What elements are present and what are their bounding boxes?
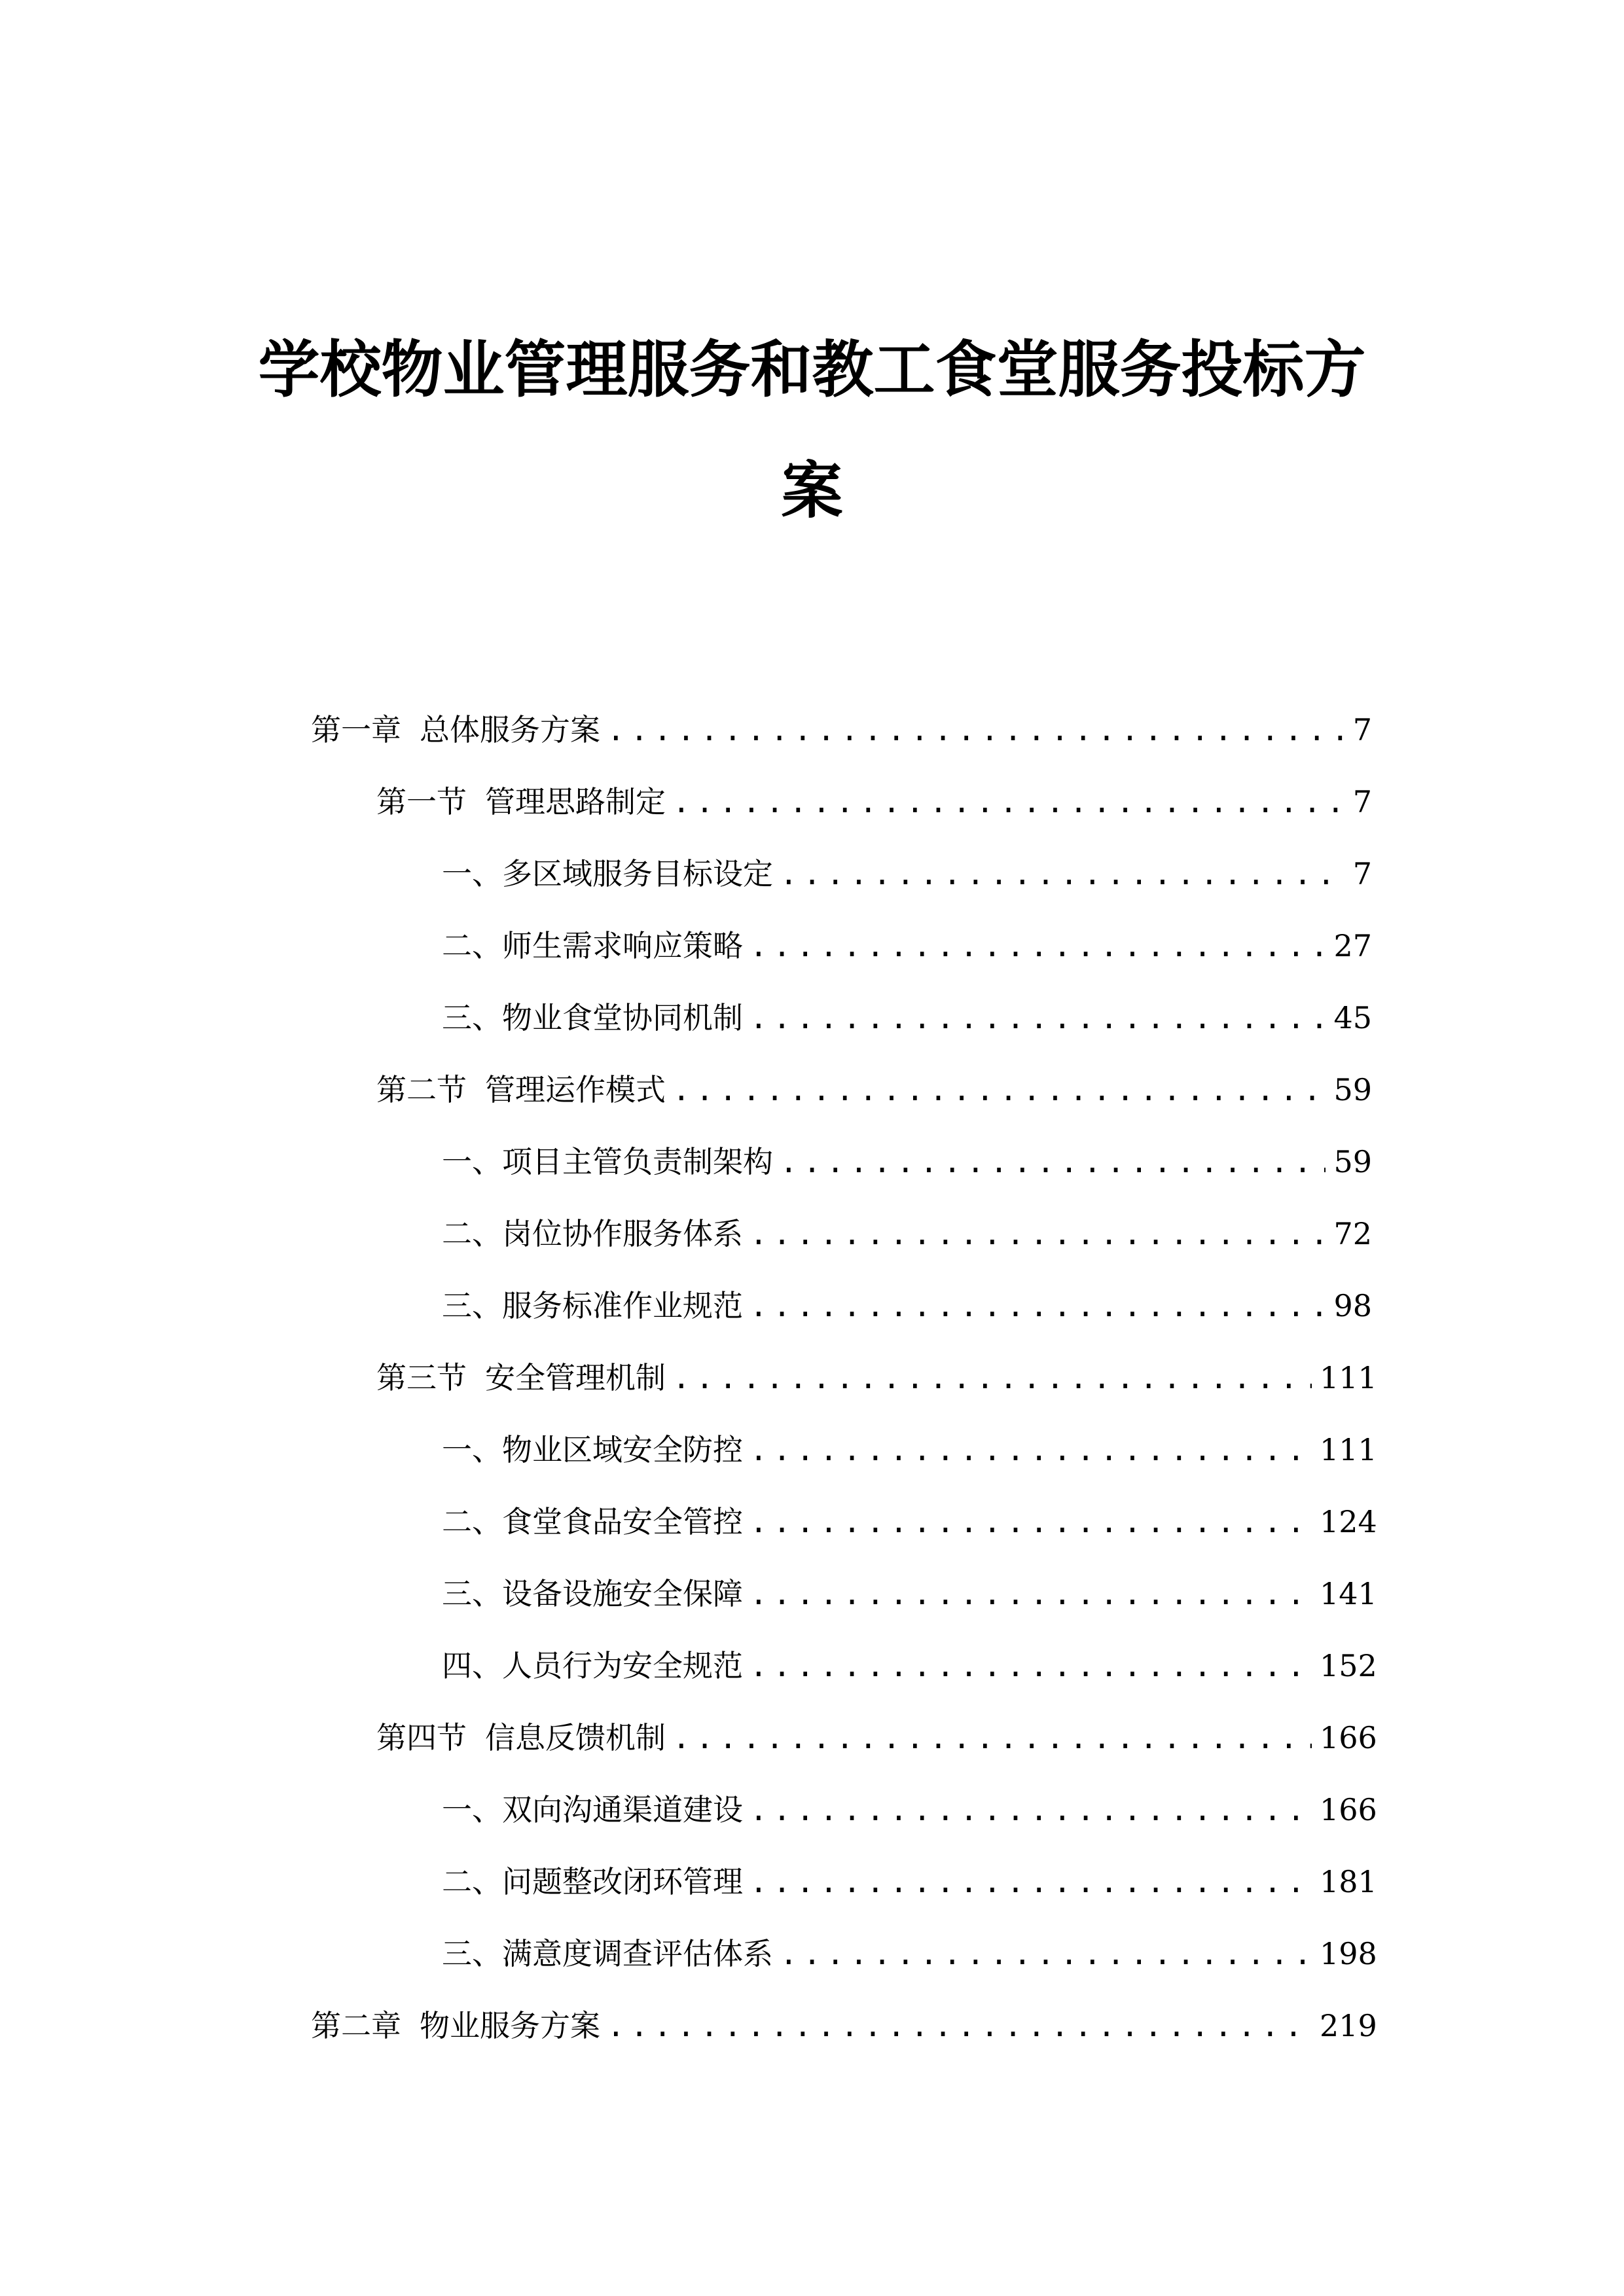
toc-entry-number: 一、: [442, 1792, 502, 1827]
toc-entry[interactable]: [0, 1342, 1624, 1414]
toc-entry-number: 第一章: [311, 712, 401, 747]
toc-entry-number: 三、: [442, 1936, 502, 1971]
toc-entry[interactable]: [0, 910, 1624, 982]
toc-entry-page: 124: [1320, 1504, 1377, 1539]
toc-dot-leader: [672, 1070, 1326, 1109]
toc-entry-label: 物业区域安全防控: [502, 1432, 743, 1467]
toc-entry-page: 72: [1333, 1216, 1372, 1251]
toc-entry[interactable]: [0, 1702, 1624, 1774]
toc-entry-number: 一、: [442, 1432, 502, 1467]
toc-dot-leader: [749, 1862, 1312, 1901]
toc-entry-page: 152: [1320, 1648, 1377, 1683]
toc-entry-label: 项目主管负责制架构: [502, 1144, 773, 1179]
toc-dot-leader: [672, 1718, 1312, 1757]
toc-entry-page: 7: [1352, 856, 1372, 891]
toc-entry-number: 三、: [442, 1576, 502, 1611]
toc-dot-leader: [749, 926, 1326, 965]
toc-dot-leader: [749, 1502, 1312, 1541]
toc-entry-page: 98: [1333, 1288, 1372, 1323]
toc-dot-leader: [672, 1358, 1312, 1397]
toc-entry[interactable]: [0, 1846, 1624, 1918]
toc-entry-label: 物业食堂协同机制: [502, 1000, 743, 1035]
toc-entry-number: 二、: [442, 1864, 502, 1899]
toc-dot-leader: [780, 1142, 1326, 1181]
toc-entry-page: 181: [1320, 1864, 1377, 1899]
toc-entry[interactable]: [0, 1990, 1624, 2062]
toc-entry[interactable]: [0, 1630, 1624, 1702]
toc-dot-leader: [780, 854, 1345, 893]
toc-entry-number: 二、: [442, 1216, 502, 1251]
toc-entry-label: 满意度调查评估体系: [502, 1936, 773, 1971]
toc-entry-page: 166: [1320, 1720, 1377, 1755]
toc-entry-number: 二、: [442, 1504, 502, 1539]
toc-entry-page: 45: [1333, 1000, 1372, 1035]
toc-entry-label: 管理运作模式: [485, 1072, 666, 1107]
toc-dot-leader: [607, 710, 1345, 749]
toc-dot-leader: [780, 1934, 1312, 1973]
toc-entry[interactable]: [0, 766, 1624, 838]
toc-entry[interactable]: [0, 1486, 1624, 1558]
toc-entry-number: 第二节: [376, 1072, 467, 1107]
toc-entry[interactable]: [0, 1198, 1624, 1270]
toc-entry[interactable]: [0, 982, 1624, 1054]
toc-entry[interactable]: [0, 1126, 1624, 1198]
toc-entry-number: 第四节: [376, 1720, 467, 1755]
toc-entry-label: 师生需求响应策略: [502, 928, 743, 963]
toc-entry[interactable]: [0, 1054, 1624, 1126]
toc-entry-page: 27: [1333, 928, 1372, 963]
toc-entry-label: 物业服务方案: [420, 2008, 600, 2043]
toc-entry[interactable]: [0, 1270, 1624, 1342]
toc-entry-label: 人员行为安全规范: [502, 1648, 743, 1683]
toc-dot-leader: [749, 1430, 1312, 1469]
toc-entry-page: 111: [1320, 1432, 1377, 1467]
toc-entry-label: 服务标准作业规范: [502, 1288, 743, 1323]
toc-entry-page: 111: [1320, 1360, 1377, 1395]
toc-entry-label: 设备设施安全保障: [502, 1576, 743, 1611]
toc-entry-page: 219: [1320, 2008, 1377, 2043]
toc-entry-number: 三、: [442, 1288, 502, 1323]
toc-entry[interactable]: [0, 1774, 1624, 1846]
toc-dot-leader: [749, 1790, 1312, 1829]
toc-dot-leader: [749, 998, 1326, 1037]
toc-entry-page: 7: [1352, 784, 1372, 819]
toc-dot-leader: [749, 1286, 1326, 1325]
toc-entry-label: 信息反馈机制: [485, 1720, 666, 1755]
toc-entry[interactable]: [0, 838, 1624, 910]
toc-entry-number: 二、: [442, 928, 502, 963]
toc-entry-label: 双向沟通渠道建设: [502, 1792, 743, 1827]
toc-dot-leader: [749, 1214, 1326, 1253]
toc-entry[interactable]: [0, 694, 1624, 766]
toc-entry-number: 第一节: [376, 784, 467, 819]
toc-entry-number: 一、: [442, 856, 502, 891]
toc-entry-page: 166: [1320, 1792, 1377, 1827]
toc-entry-page: 59: [1333, 1072, 1372, 1107]
document-title-line-1: 学校物业管理服务和教工食堂服务投标方: [258, 334, 1366, 406]
toc-entry[interactable]: [0, 1558, 1624, 1630]
document-title-line-2: 案: [781, 455, 843, 527]
toc-entry-label: 食堂食品安全管控: [502, 1504, 743, 1539]
toc-dot-leader: [749, 1646, 1312, 1685]
toc-entry-number: 第三节: [376, 1360, 467, 1395]
toc-entry-label: 岗位协作服务体系: [502, 1216, 743, 1251]
toc-entry-number: 一、: [442, 1144, 502, 1179]
toc-entry-page: 141: [1320, 1576, 1377, 1611]
toc-entry-page: 198: [1320, 1936, 1377, 1971]
toc-entry[interactable]: [0, 1918, 1624, 1990]
toc-dot-leader: [749, 1574, 1312, 1613]
toc-entry-label: 多区域服务目标设定: [502, 856, 773, 891]
toc-entry-page: 7: [1352, 712, 1372, 747]
table-of-contents: [0, 694, 1624, 2062]
toc-entry-label: 问题整改闭环管理: [502, 1864, 743, 1899]
toc-dot-leader: [672, 782, 1345, 821]
toc-entry-label: 安全管理机制: [485, 1360, 666, 1395]
toc-entry-number: 三、: [442, 1000, 502, 1035]
toc-entry-page: 59: [1333, 1144, 1372, 1179]
toc-entry-label: 管理思路制定: [485, 784, 666, 819]
toc-entry-number: 第二章: [311, 2008, 401, 2043]
toc-entry[interactable]: [0, 1414, 1624, 1486]
toc-dot-leader: [607, 2006, 1312, 2045]
toc-entry-label: 总体服务方案: [420, 712, 600, 747]
toc-entry-number: 四、: [442, 1648, 502, 1683]
